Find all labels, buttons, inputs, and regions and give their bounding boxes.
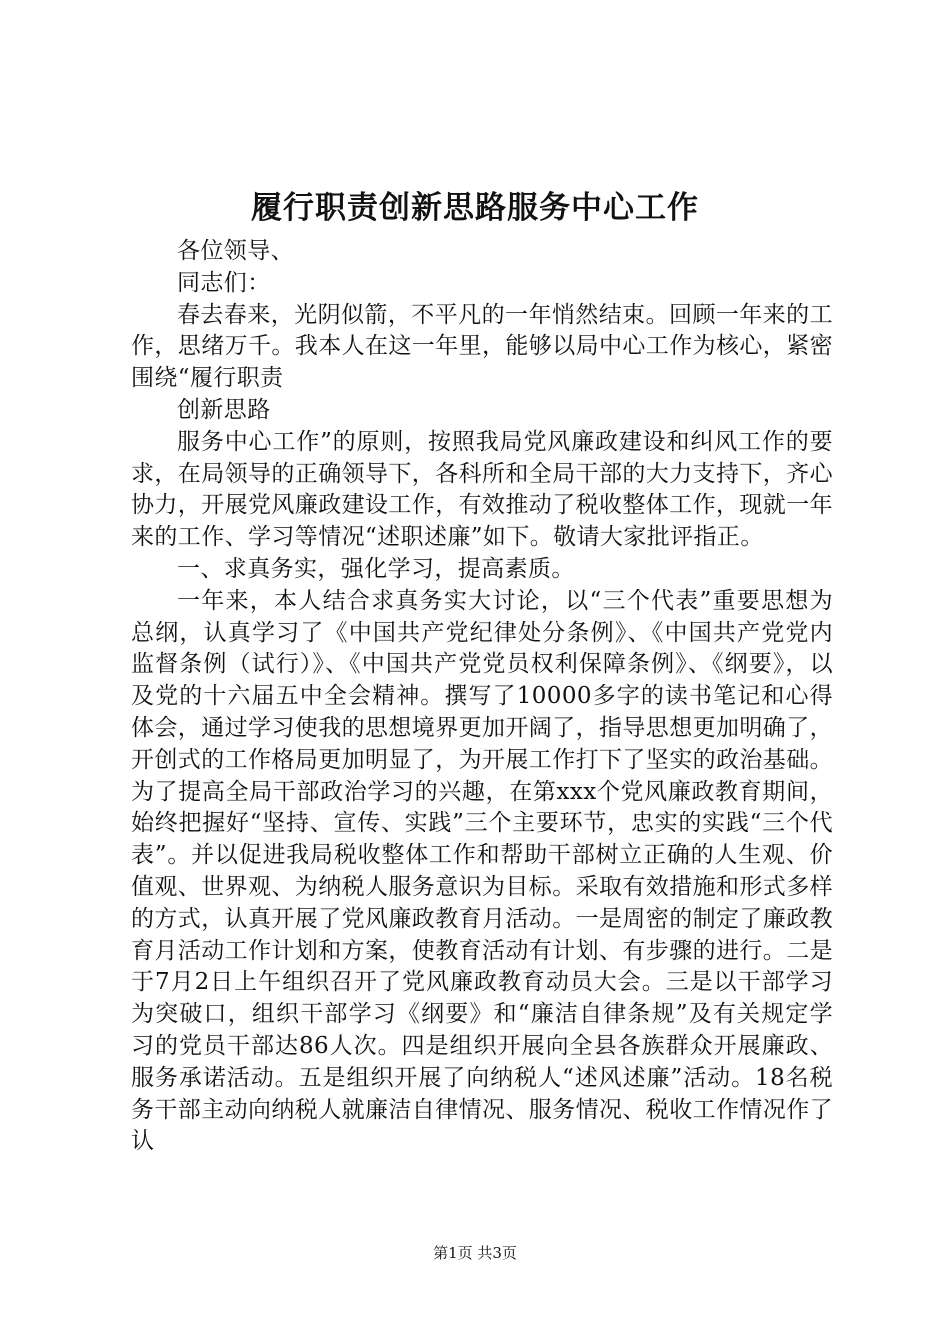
paragraph-principle: 服务中心工作”的原则，按照我局党风廉政建设和纠风工作的要求，在局领导的正确领导下，各科所和全局干部的大力支持下，齐心协力，开展党风廉政建设工作，有效推动了税收整体工作，现就一年来的工作、学习等情况“述职述廉”如下。敬请大家批评指正。 bbox=[131, 428, 833, 551]
salutation-line-1: 各位领导、 bbox=[177, 238, 294, 264]
section-heading-1: 一、求真务实，强化学习，提高素质。 bbox=[177, 555, 575, 582]
document-body bbox=[131, 236, 833, 1158]
paragraph-fragment: 创新思路 bbox=[177, 396, 271, 423]
paragraph-intro: 春去春来，光阴似箭，不平凡的一年悄然结束。回顾一年来的工作，思绪万千。我本人在这一年里，能够以局中心工作为核心，紧密围绕“履行职责 bbox=[131, 301, 833, 392]
salutation-line-2: 同志们： bbox=[177, 269, 271, 296]
document-title: 履行职责创新思路服务中心工作 bbox=[251, 190, 699, 226]
page-footer: 第1页 共3页 bbox=[433, 1244, 517, 1262]
paragraph-study: 一年来，本人结合求真务实大讨论，以“三个代表”重要思想为总纲，认真学习了《中国共产党纪律处分条例》、《中国共产党党内监督条例（试行）》、《中国共产党党员权利保障条例》、《纲要》，以及党的十六届五中全会精神。撰写了10000多字的读书笔记和心得体会，通过学习使我的思想境界更加开阔了，指导思想更加明确了，开创式的工作格局更加明显了，为开展工作打下了坚实的政治基础。为了提高全局干部政治学习的兴趣，在第xxx个党风廉政教育期间，始终把握好“坚持、宣传、实践”三个主要环节，忠实的实践“三个代表”。并以促进我局税收整体工作和帮助干部树立正确的人生观、价值观、世界观、为纳税人服务意识为目标。采取有效措施和形式多样的方式，认真开展了党风廉政教育月活动。一是周密的制定了廉政教育月活动工作计划和方案，使教育活动有计划、有步骤的进行。二是于7月2日上午组织召开了党风廉政教育动员大会。三是以干部学习为突破口，组织干部学习《纲要》和“廉洁自律条规”及有关规定学习的党员干部达86人次。四是组织开展向全县各族群众开展廉政、服务承诺活动。五是组织开展了向纳税人“述风述廉”活动。18名税务干部主动向纳税人就廉洁自律情况、服务情况、税收工作情况作了认 bbox=[131, 587, 833, 1155]
